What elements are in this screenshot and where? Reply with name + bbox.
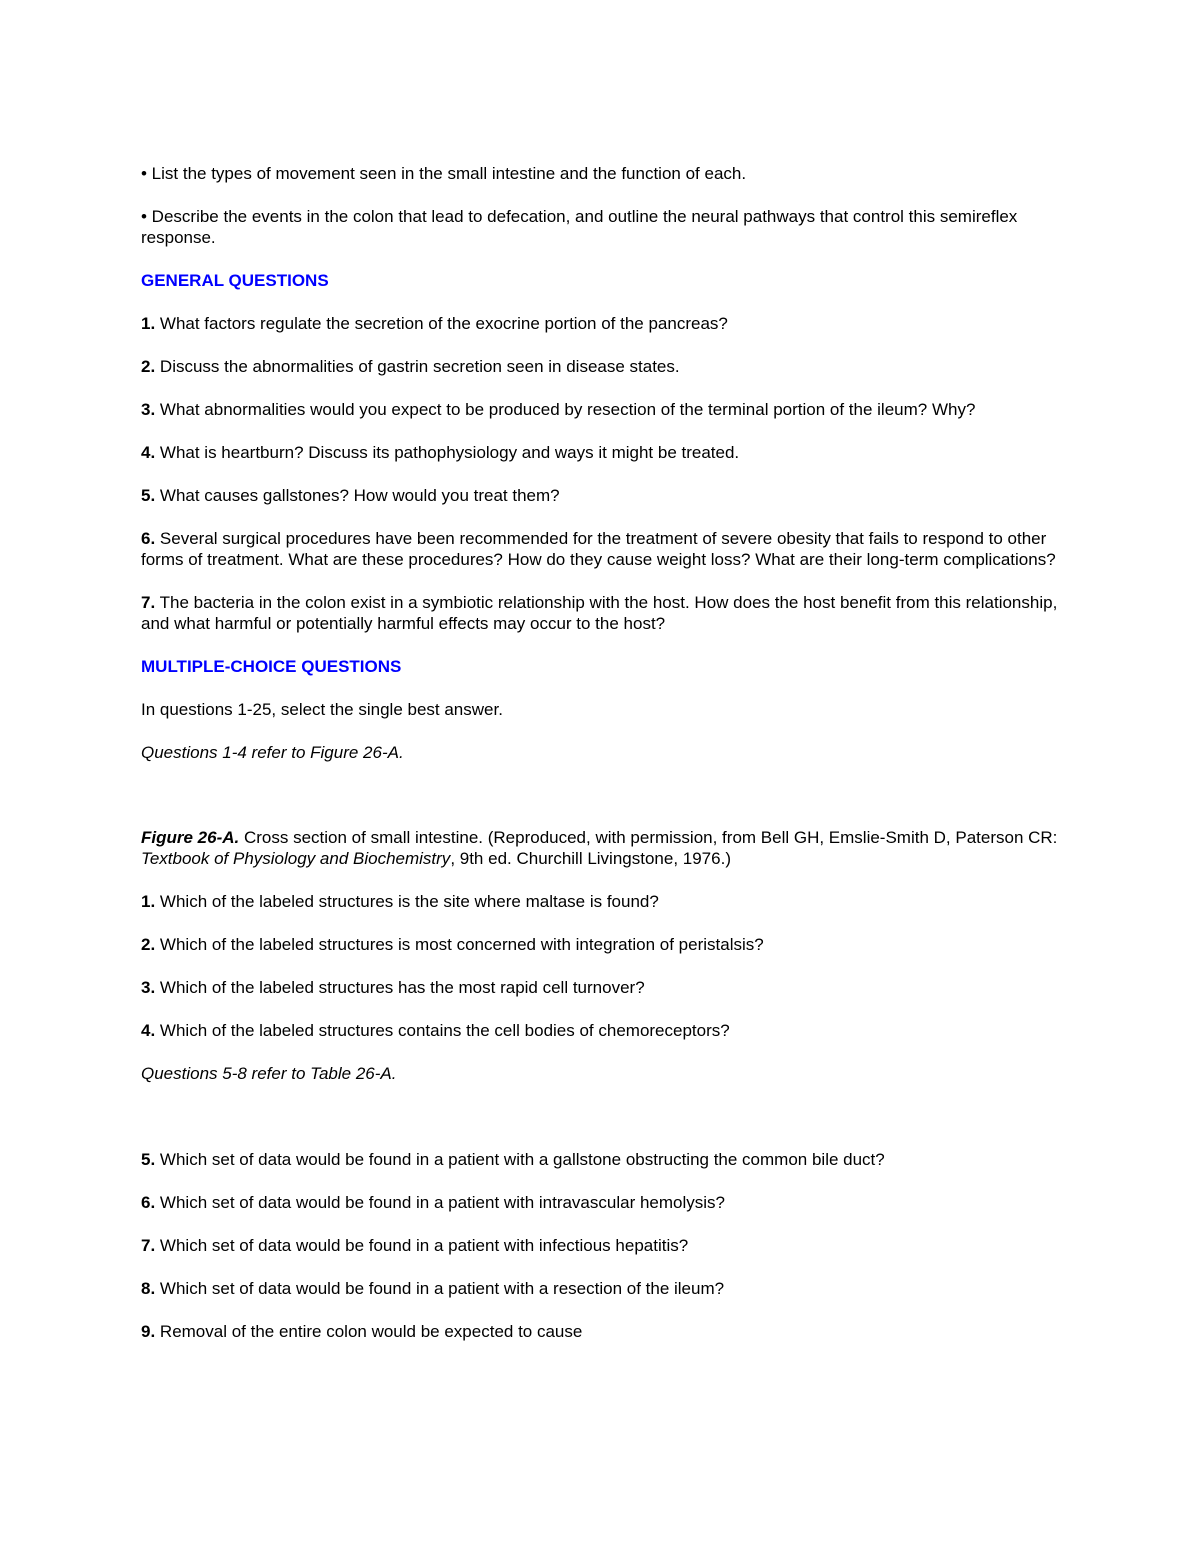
figure-question <box>141 934 1066 955</box>
question-text: Removal of the entire colon would be expected to cause <box>155 1322 583 1341</box>
document-body <box>141 163 1066 1364</box>
question-number: 9. <box>141 1322 156 1341</box>
table-question <box>141 1278 1066 1299</box>
question-text: Discuss the abnormalities of gastrin secretion seen in disease states. <box>155 357 680 376</box>
question-text: Which set of data would be found in a patient with a gallstone obstructing the common bile duct? <box>155 1150 885 1169</box>
objective-item: • Describe the events in the colon that lead to defecation, and outline the neural pathways that control this semireflex response. <box>141 207 1018 247</box>
general-question <box>141 399 1066 420</box>
question-number: 6. <box>141 1193 156 1212</box>
table-question <box>141 1235 1066 1256</box>
figure-reference: Questions 1-4 refer to Figure 26-A. <box>141 743 404 762</box>
question-text: What factors regulate the secretion of the exocrine portion of the pancreas? <box>155 314 728 333</box>
question-text: What is heartburn? Discuss its pathophysiology and ways it might be treated. <box>155 443 740 462</box>
table-question <box>141 1149 1066 1170</box>
question-number: 1. <box>141 314 156 333</box>
question-number: 7. <box>141 593 156 612</box>
question-number: 5. <box>141 486 156 505</box>
general-question <box>141 313 1066 334</box>
mc-instruction: In questions 1-25, select the single best answer. <box>141 700 503 719</box>
general-question <box>141 592 1066 634</box>
question-text: Several surgical procedures have been recommended for the treatment of severe obesity that fails to respond to other forms of treatment. What are these procedures? How do they cause weight loss? What are their long-term complications? <box>141 529 1056 569</box>
figure-question <box>141 1020 1066 1041</box>
general-questions-heading: GENERAL QUESTIONS <box>141 271 329 290</box>
objective-item: • List the types of movement seen in the small intestine and the function of each. <box>141 164 747 183</box>
general-question <box>141 356 1066 377</box>
question-text: Which of the labeled structures has the most rapid cell turnover? <box>155 978 645 997</box>
question-text: Which set of data would be found in a patient with a resection of the ileum? <box>155 1279 725 1298</box>
question-number: 3. <box>141 400 156 419</box>
caption-text-end: , 9th ed. Churchill Livingstone, 1976.) <box>450 849 731 868</box>
multiple-choice-heading: MULTIPLE-CHOICE QUESTIONS <box>141 657 402 676</box>
table-placeholder <box>141 1106 1066 1149</box>
question-number: 8. <box>141 1279 156 1298</box>
book-title: Textbook of Physiology and Biochemistry <box>141 849 451 868</box>
question-text: What abnormalities would you expect to be produced by resection of the terminal portion of the ileum? Why? <box>155 400 976 419</box>
question-text: Which of the labeled structures is most concerned with integration of peristalsis? <box>155 935 764 954</box>
figure-question <box>141 977 1066 998</box>
general-question <box>141 442 1066 463</box>
figure-question <box>141 891 1066 912</box>
question-text: The bacteria in the colon exist in a symbiotic relationship with the host. How does the host benefit from this relationship, and what harmful or potentially harmful effects may occur to the host? <box>141 593 1058 633</box>
question-number: 4. <box>141 443 156 462</box>
question-text: Which of the labeled structures contains the cell bodies of chemoreceptors? <box>155 1021 730 1040</box>
question-text: Which of the labeled structures is the site where maltase is found? <box>155 892 659 911</box>
caption-text: Cross section of small intestine. (Reproduced, with permission, from Bell GH, Emslie-Smith D, Paterson CR: <box>239 828 1058 847</box>
question-number: 6. <box>141 529 156 548</box>
figure-caption <box>141 827 1066 869</box>
question-text: Which set of data would be found in a patient with infectious hepatitis? <box>155 1236 689 1255</box>
question-number: 5. <box>141 1150 156 1169</box>
figure-placeholder <box>141 785 1066 827</box>
figure-label: Figure 26-A. <box>141 828 240 847</box>
question-number: 4. <box>141 1021 156 1040</box>
question-number: 7. <box>141 1236 156 1255</box>
general-question <box>141 485 1066 506</box>
general-question <box>141 528 1066 570</box>
question-text: What causes gallstones? How would you treat them? <box>155 486 560 505</box>
question-number: 3. <box>141 978 156 997</box>
question-number: 2. <box>141 357 156 376</box>
table-question <box>141 1321 1066 1342</box>
question-text: Which set of data would be found in a patient with intravascular hemolysis? <box>155 1193 725 1212</box>
table-question <box>141 1192 1066 1213</box>
question-number: 1. <box>141 892 156 911</box>
question-number: 2. <box>141 935 156 954</box>
table-reference: Questions 5-8 refer to Table 26-A. <box>141 1064 397 1083</box>
